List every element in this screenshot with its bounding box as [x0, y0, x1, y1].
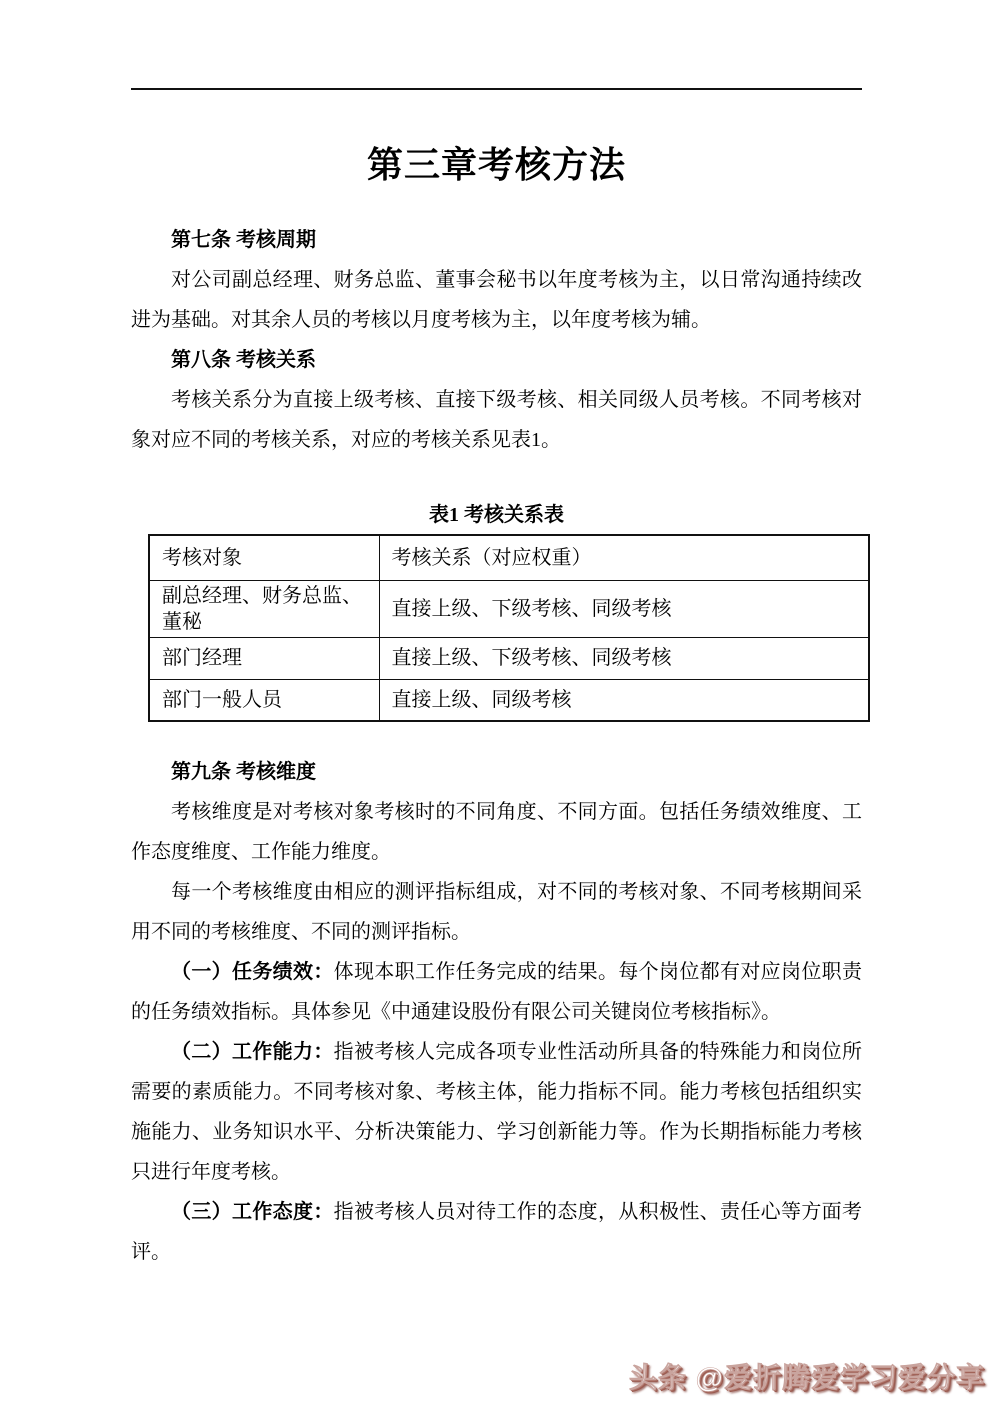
- item-1-lead: （一）任务绩效：: [171, 961, 334, 983]
- table-header-object: 考核对象: [149, 535, 379, 580]
- item-2-text: 指被考核人完成各项专业性活动所具备的特殊能力和岗位所需要的素质能力。不同考核对象、考核主体，能力指标不同。能力考核包括组织实施能力、业务知识水平、分析决策能力、学习创新能力等。作为长期指标能力考核只进行年度考核。: [131, 1041, 863, 1183]
- table-cell-object: 副总经理、财务总监、董秘: [149, 580, 379, 637]
- article7-heading: 第七条 考核周期: [171, 229, 316, 251]
- article8-heading: 第八条 考核关系: [171, 349, 316, 371]
- table-row: [149, 580, 869, 637]
- table-caption: 表1 考核关系表: [429, 504, 564, 526]
- table-row: [149, 679, 869, 721]
- item-1-text: 体现本职工作任务完成的结果。每个岗位都有对应岗位职责的任务绩效指标。具体参见《中通建设股份有限公司关键岗位考核指标》。: [131, 961, 863, 1023]
- item-3-lead: （三）工作态度：: [171, 1201, 334, 1223]
- article9-heading: 第九条 考核维度: [171, 761, 316, 783]
- article9-item-3: [131, 1192, 862, 1272]
- header-rule: [131, 88, 862, 90]
- page-title: 第三章考核方法: [366, 145, 626, 185]
- table-header-relation: 考核关系（对应权重）: [379, 535, 869, 580]
- assessment-relation-table: [148, 534, 870, 722]
- article9-paragraph-2: 每一个考核维度由相应的测评指标组成，对不同的考核对象、不同考核期间采用不同的考核维度、不同的测评指标。: [131, 881, 862, 943]
- article9-item-1: [131, 952, 862, 1032]
- article7-paragraph: 对公司副总经理、财务总监、董事会秘书以年度考核为主，以日常沟通持续改进为基础。对其余人员的考核以月度考核为主，以年度考核为辅。: [131, 269, 862, 331]
- table-cell-relation: 直接上级、下级考核、同级考核: [379, 637, 869, 679]
- table-cell-relation: 直接上级、同级考核: [379, 679, 869, 721]
- table-header-row: [149, 535, 869, 580]
- article9-item-2: [131, 1032, 862, 1192]
- item-2-lead: （二）工作能力：: [171, 1041, 334, 1063]
- article8-paragraph: 考核关系分为直接上级考核、直接下级考核、相关同级人员考核。不同考核对象对应不同的考核关系，对应的考核关系见表1。: [131, 389, 862, 451]
- table-cell-object: 部门一般人员: [149, 679, 379, 721]
- table-row: [149, 637, 869, 679]
- item-3-text: 指被考核人员对待工作的态度，从积极性、责任心等方面考评。: [131, 1201, 863, 1263]
- document-content: [0, 88, 993, 1272]
- article9-paragraph-1: 考核维度是对考核对象考核时的不同角度、不同方面。包括任务绩效维度、工作态度维度、工作能力维度。: [131, 801, 862, 863]
- table-cell-object: 部门经理: [149, 637, 379, 679]
- table-cell-relation: 直接上级、下级考核、同级考核: [379, 580, 869, 637]
- toutiao-watermark: 头条 @爱折腾爱学习爱分享: [628, 1362, 985, 1393]
